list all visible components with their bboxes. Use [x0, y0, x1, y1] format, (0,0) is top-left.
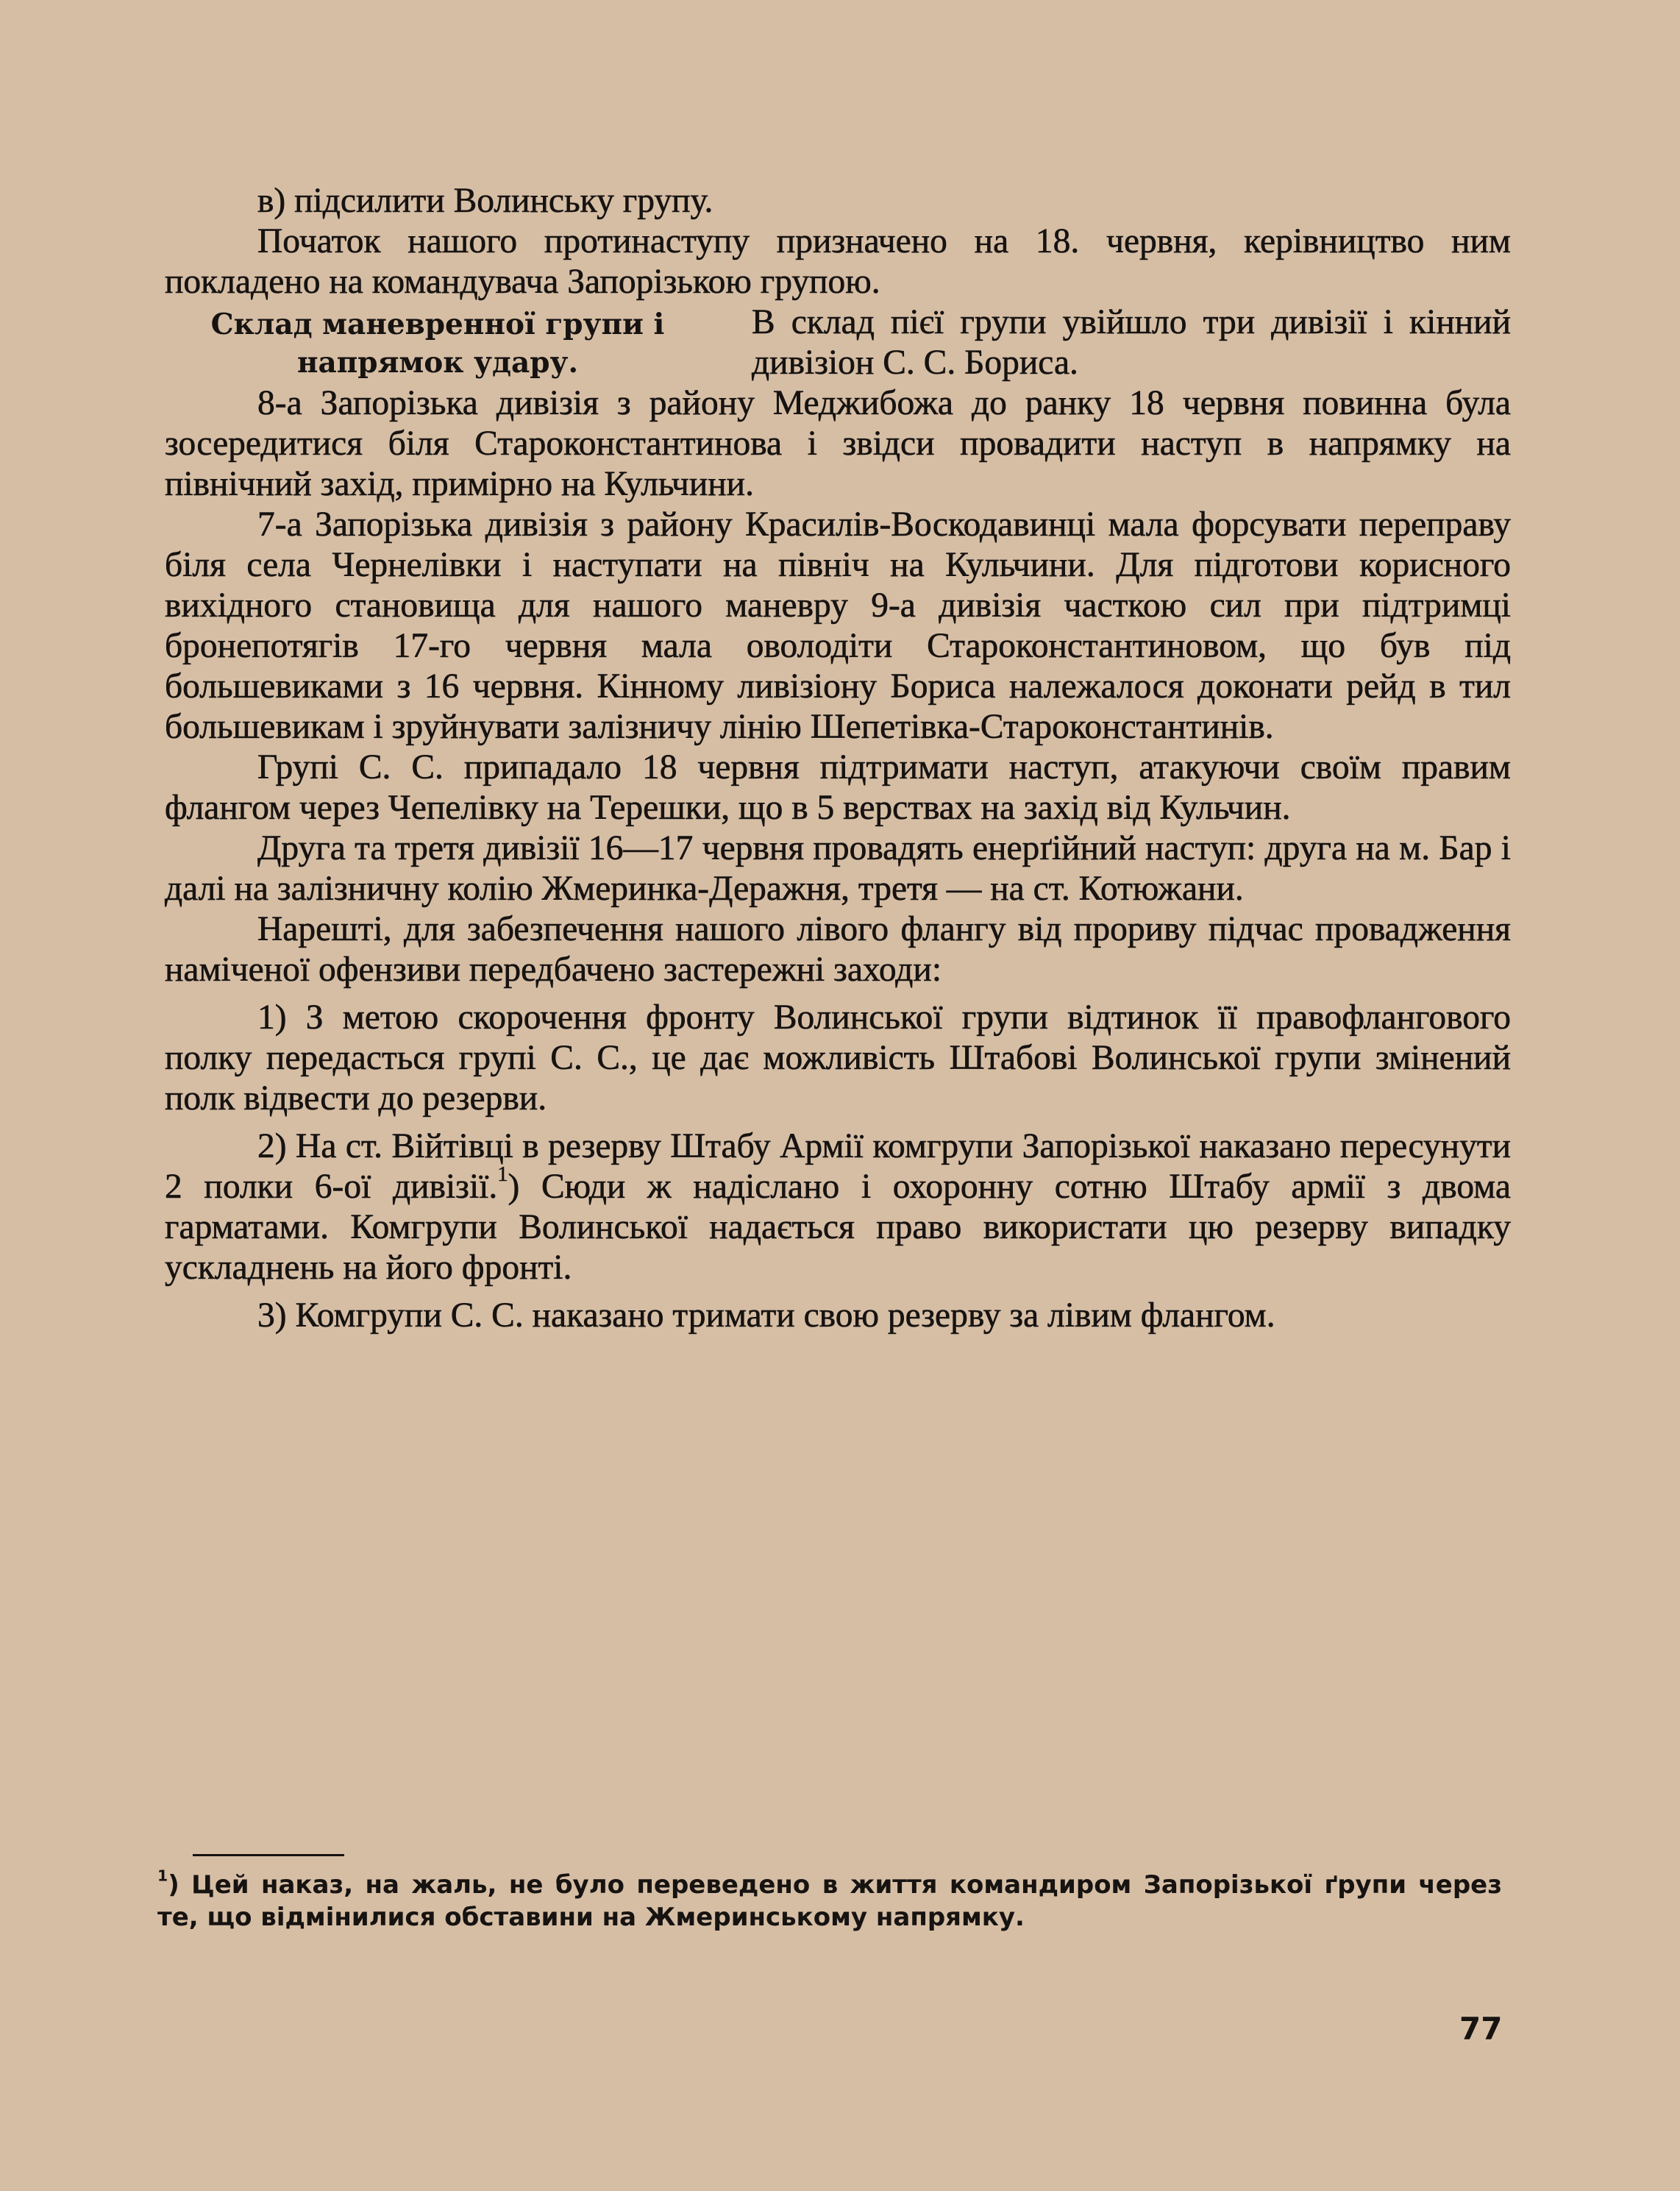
paragraph-2: Початок нашого протинаступу призначено на 18. червня, керівництво ним покладено на командувача Запорізькою групою.: [165, 222, 1511, 301]
paragraph-10-end: ) Сюди ж надіслано і охоронну сотню Штабу армії з двома гарматами. Комгрупи Волинської надається право використати цю резерву випадку ускладнень на його фронті.: [165, 1168, 1511, 1287]
footnote-reference: 1: [497, 1163, 508, 1187]
sidenote-heading: Склад маневренної групи і напрямок удару.: [210, 308, 665, 380]
sidenote-block: [165, 302, 1511, 383]
footnote-mark: 1: [157, 1867, 168, 1885]
paragraph-1: в) підсилити Волинську групу.: [257, 182, 713, 220]
paragraph-10-start: 2) На ст. Війтівці в резерву Штабу Армії комгрупи Запорізької наказано пересунути 2 полки 6-ої дивізії.: [165, 1127, 1511, 1206]
paragraph-4: 8-а Запорізька дивізія з району Меджибожа до ранку 18 червня повинна була зосередитися біля Староконстантинова і звідси провадити наступ в напрямку на північний захід, примірно на Кульчини.: [165, 384, 1511, 503]
paragraph-8: Нарешті, для забезпечення нашого лівого флангу від прориву підчас провадження наміченої офензиви передбачено застережні заходи:: [165, 910, 1511, 989]
paragraph-7: Друга та третя дивізії 16—17 червня провадять енерґійний наступ: друга на м. Бар і далі на залізничну колію Жмеринка-Деражня, третя — на ст. Котюжани.: [165, 829, 1511, 908]
footnote-lead: [157, 1867, 179, 1900]
paragraph-10: [165, 1126, 1511, 1288]
paragraph-9: 1) З метою скорочення фронту Волинської групи відтинок її правофлангового полку передасться групі С. С., це дає можливість Штабові Волинської групи змінений полк відвести до резерви.: [165, 998, 1511, 1118]
footnote-close: ): [168, 1870, 179, 1900]
paragraph-11: 3) Комгрупи С. С. наказано тримати свою резерву за лівим флангом.: [257, 1296, 1275, 1335]
footnote: [157, 1869, 1502, 1933]
paragraph-6: Групі С. С. припадало 18 червня підтримати наступ, атакуючи своїм правим флангом через Чепелівку на Терешки, що в 5 верствах на захід від Кульчин.: [165, 748, 1511, 827]
page-body: [165, 181, 1511, 1336]
footnote-divider: [193, 1854, 344, 1856]
page-number: 77: [1459, 2011, 1503, 2047]
paragraph-3: В склад пієї групи увійшло три дивізії і кінний дивізіон С. С. Бориса.: [752, 303, 1511, 382]
paragraph-5: 7-а Запорізька дивізія з району Красилів-Воскодавинці мала форсувати переправу біля села Чернелівки і наступати на північ на Кульчини. Для підготови корисного вихідного становища для нашого маневру 9-а дивізія часткою сил при підтримці бронепотягів 17-го червня мала оволодіти Староконстантиновом, що був під большевиками з 16 червня. Кінному ливізіону Бориса належалося доконати рейд в тил большевикам і зруйнувати залізничу лінію Шепетівка-Староконстантинів.: [165, 505, 1511, 746]
footnote-text: Цей наказ, на жаль, не було переведено в життя командиром Запорізької ґрупи через те, що відмінилися обставини на Жмеринському напрямку.: [157, 1870, 1502, 1932]
